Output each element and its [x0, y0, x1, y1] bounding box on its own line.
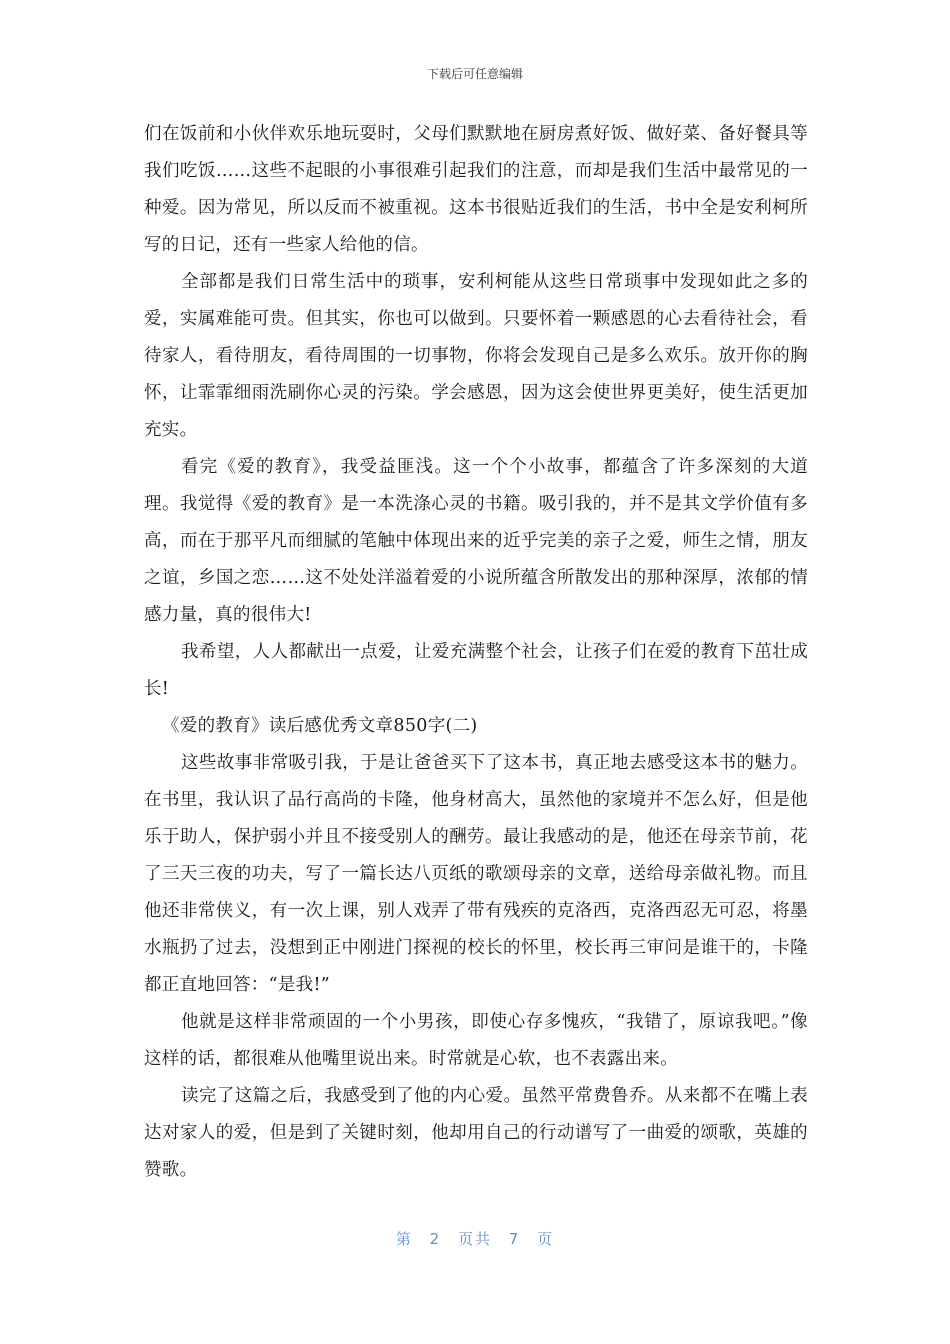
- paragraph-continued: 们在饭前和小伙伴欢乐地玩耍时，父母们默默地在厨房煮好饭、做好菜、备好餐具等我们吃饭……这些不起眼的小事很难引起我们的注意，而却是我们生活中最常见的一种爱。因为常见，所以反而不被重视。这本书很贴近我们的生活，书中全是安利柯所写的日记，还有一些家人给他的信。: [144, 124, 808, 255]
- paragraph: 我希望，人人都献出一点爱，让爱充满整个社会，让孩子们在爱的教育下茁壮成长!: [144, 642, 808, 699]
- section-heading: 《爱的教育》读后感优秀文章850字(二): [162, 716, 478, 736]
- document-body: [144, 116, 808, 1189]
- paragraph: 读完了这篇之后，我感受到了他的内心爱。虽然平常费鲁乔。从来都不在嘴上表达对家人的爱，但是到了关键时刻，他却用自己的行动谱写了一曲爱的颂歌，英雄的赞歌。: [144, 1086, 808, 1180]
- page-number-footer: 第 2 页共 7 页: [395, 1230, 555, 1248]
- paragraph: 全部都是我们日常生活中的琐事，安利柯能从这些日常琐事中发现如此之多的爱，实属难能可贵。但其实，你也可以做到。只要怀着一颗感恩的心去看待社会，看待家人，看待朋友，看待周围的一切事物，你将会发现自己是多么欢乐。放开你的胸怀，让霏霏细雨洗刷你心灵的污染。学会感恩，因为这会使世界更美好，使生活更加充实。: [144, 272, 808, 440]
- paragraph: 这些故事非常吸引我，于是让爸爸买下了这本书，真正地去感受这本书的魅力。在书里，我认识了品行高尚的卡隆，他身材高大，虽然他的家境并不怎么好，但是他乐于助人，保护弱小并且不接受别人的酬劳。最让我感动的是，他还在母亲节前，花了三天三夜的功夫，写了一篇长达八页纸的歌颂母亲的文章，送给母亲做礼物。而且他还非常侠义，有一次上课，别人戏弄了带有残疾的克洛西，克洛西忍无可忍，将墨水瓶扔了过去，没想到正中刚进门探视的校长的怀里，校长再三审问是谁干的，卡隆都正直地回答：“是我!”: [144, 753, 808, 995]
- page-header: 下载后可任意编辑: [426, 67, 523, 81]
- paragraph: 看完《爱的教育》，我受益匪浅。这一个个小故事，都蕴含了许多深刻的大道理。我觉得《爱的教育》是一本洗涤心灵的书籍。吸引我的，并不是其文学价值有多高，而在于那平凡而细腻的笔触中体现出来的近乎完美的亲子之爱，师生之情，朋友之谊，乡国之恋……这不处处洋溢着爱的小说所蕴含所散发出的那种深厚，浓郁的情感力量，真的很伟大!: [144, 457, 808, 625]
- paragraph: 他就是这样非常顽固的一个小男孩，即使心存多愧疚，“我错了，原谅我吧。”像这样的话，都很难从他嘴里说出来。时常就是心软，也不表露出来。: [144, 1012, 808, 1069]
